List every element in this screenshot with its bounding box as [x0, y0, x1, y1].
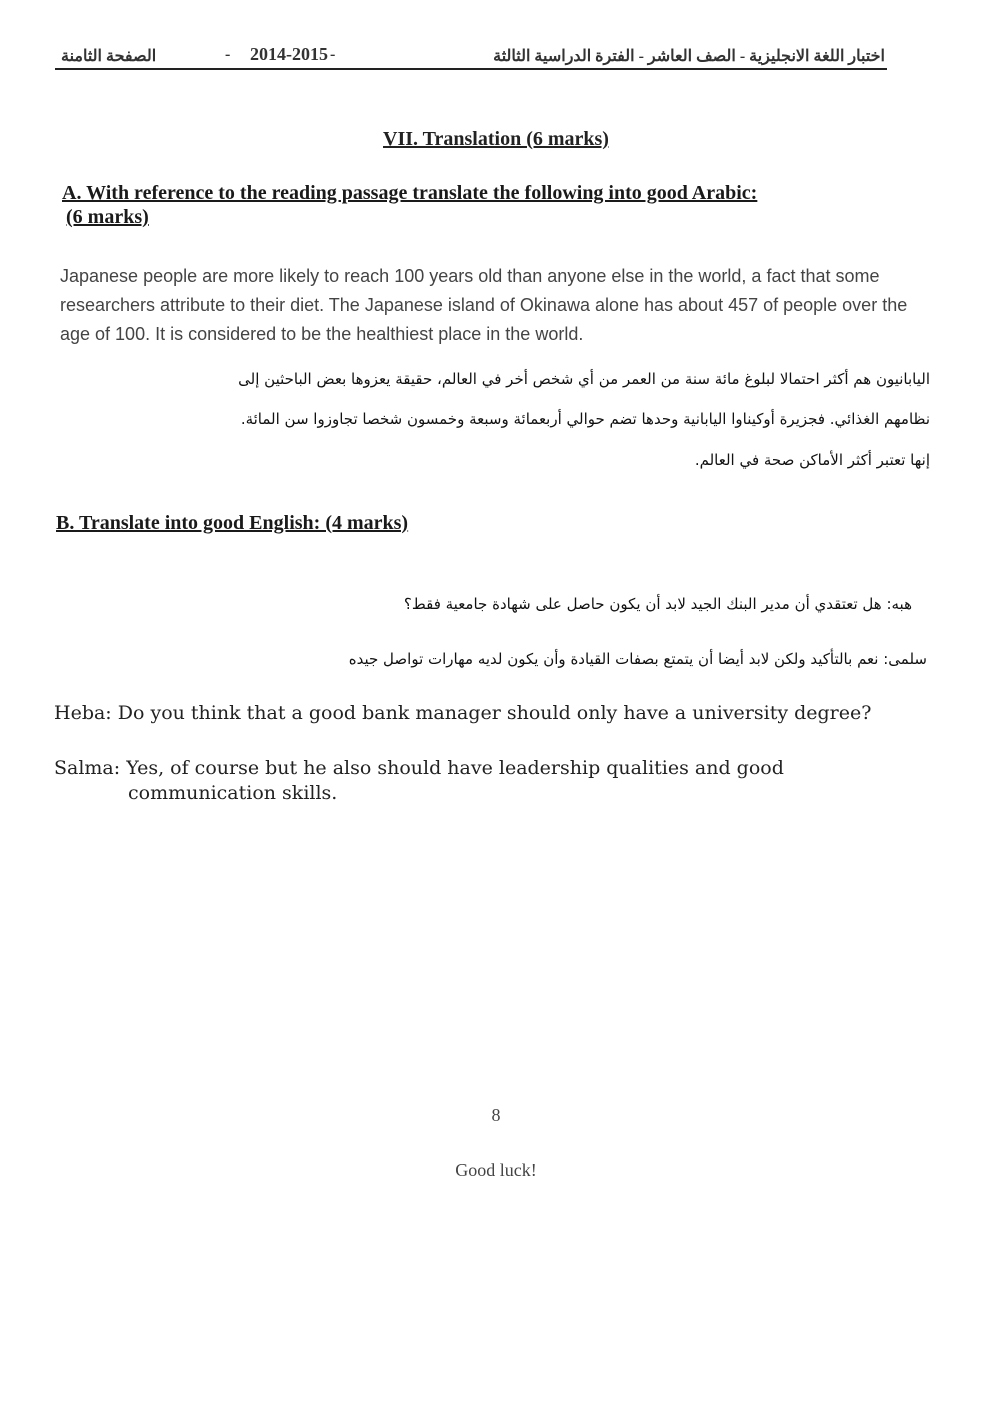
arabic-translation-line: اليابانيون هم أكثر احتمالا لبلوغ مائة سنة من العمر من أي شخص أخر في العالم، حقيقة يعزوها بعض الباحثين إلى — [238, 370, 930, 388]
page-header — [55, 42, 887, 70]
closing-text: Good luck! — [455, 1160, 537, 1180]
english-dialogue-line: Heba: Do you think that a good bank manager should only have a university degree? — [54, 702, 872, 724]
english-dialogue-line: communication skills. — [128, 782, 338, 804]
exam-year: 2014-2015 — [250, 44, 328, 64]
part-b-heading: B. Translate into good English: (4 marks) — [56, 512, 409, 534]
part-a-marks: (6 marks) — [66, 206, 149, 228]
english-dialogue-line: Salma: Yes, of course but he also should have leadership qualities and good — [54, 757, 784, 779]
page-number: 8 — [491, 1105, 501, 1125]
header-separator: - — [225, 46, 231, 63]
exam-title: اختبار اللغة الانجليزية - الصف العاشر - الفترة الدراسية الثالثة — [493, 48, 885, 65]
reading-passage: Japanese people are more likely to reach 100 years old than anyone else in the world, a fact that some researchers attribute to their diet. The Japanese island of Okinawa alone has about 457 of people over the age of 100. It is considered to be the healthiest place in the world. — [60, 266, 908, 344]
arabic-translation-line: إنها تعتبر أكثر الأماكن صحة في العالم. — [694, 451, 930, 469]
part-a-heading: A. With reference to the reading passage translate the following into good Arabic: — [62, 182, 758, 204]
arabic-dialogue-line: هبه: هل تعتقدي أن مدير البنك الجيد لابد أن يكون حاصل على شهادة جامعية فقط؟ — [403, 595, 912, 613]
header-separator: - — [330, 46, 336, 63]
arabic-translation-line: نظامهم الغذائي. فجزيرة أوكيناوا اليابانية وحدها تضم حوالي أربعمائة وسبعة وخمسون شخصا تجاوزوا سن المائة. — [240, 410, 930, 428]
section-title: VII. Translation (6 marks) — [383, 128, 609, 150]
arabic-dialogue-line: سلمى: نعم بالتأكيد ولكن لابد أيضا أن يتمتع بصفات القيادة وأن يكون لديه مهارات تواصل جيده — [348, 650, 927, 668]
page-label: الصفحة الثامنة — [61, 48, 157, 65]
